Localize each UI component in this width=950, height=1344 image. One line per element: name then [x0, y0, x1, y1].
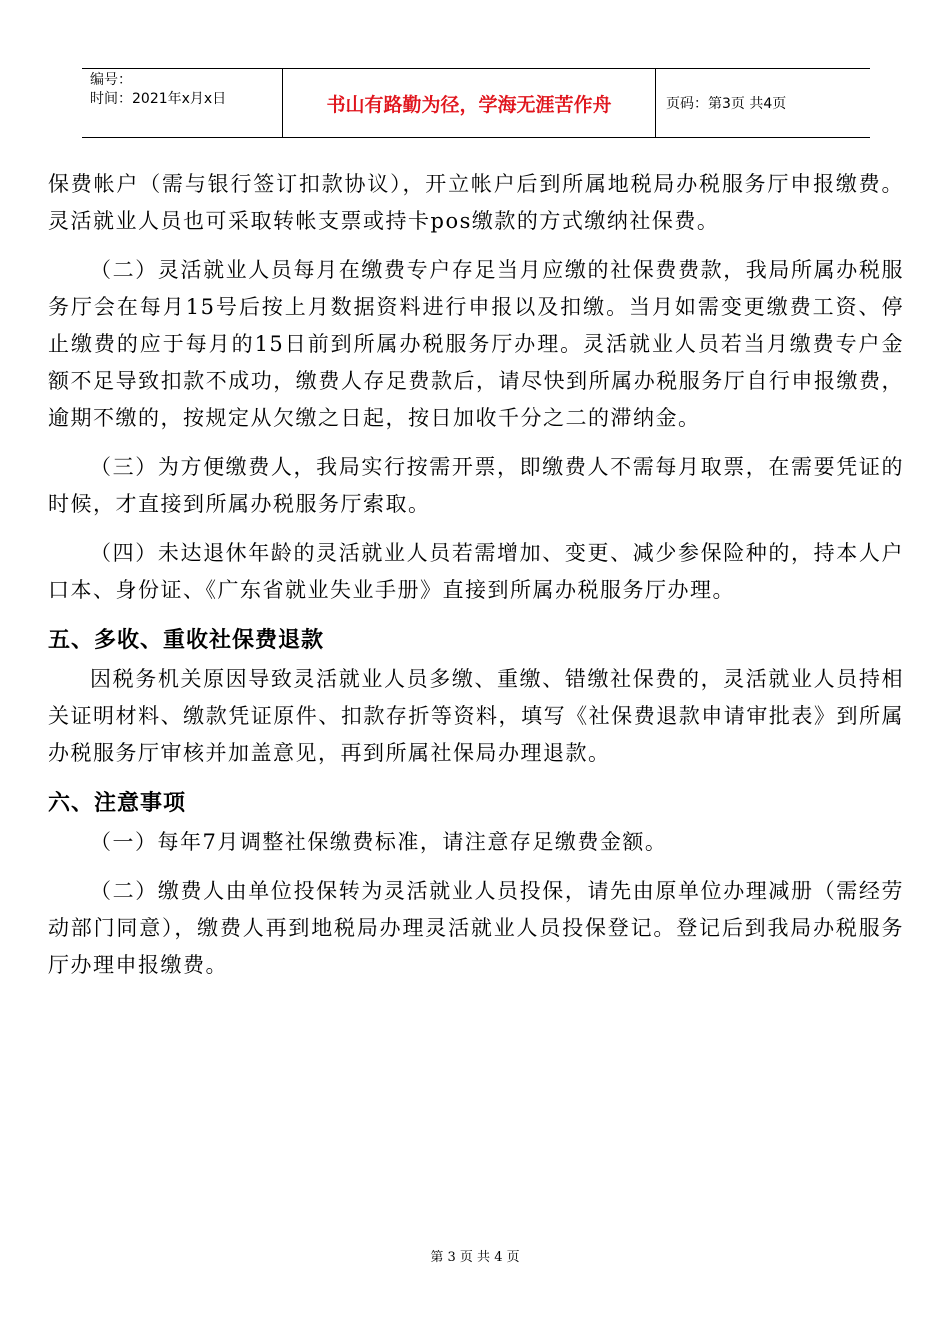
paragraph-item-2: （二）灵活就业人员每月在缴费专户存足当月应缴的社保费费款，我局所属办税服务厅会在每月15号后按上月数据资料进行申报以及扣缴。当月如需变更缴费工资、停止缴费的应于每月的15日前到所属办税服务厅办理。灵活就业人员若当月缴费专户金额不足导致扣款不成功，缴费人存足费款后，请尽快到所属办税服务厅自行申报缴费，逾期不缴的，按规定从欠缴之日起，按日加收千分之二的滞纳金。 [48, 258, 904, 430]
section-heading-5: 五、多收、重收社保费退款 [48, 628, 325, 653]
header-meta [82, 69, 282, 137]
section-heading-6: 六、注意事项 [48, 791, 187, 816]
header-page-info: 页码：第3页 共4页 [666, 96, 787, 112]
document-body [48, 166, 904, 984]
paragraph-note-1: （一）每年7月调整社保缴费标准，请注意存足缴费金额。 [90, 830, 668, 854]
header-date: 时间：2021年x月x日 [90, 91, 227, 107]
paragraph-continued: 保费帐户（需与银行签订扣款协议），开立帐户后到所属地税局办税服务厅申报缴费。灵活就业人员也可采取转帐支票或持卡pos缴款的方式缴纳社保费。 [48, 172, 904, 233]
paragraph-refund: 因税务机关原因导致灵活就业人员多缴、重缴、错缴社保费的，灵活就业人员持相关证明材料、缴款凭证原件、扣款存折等资料，填写《社保费退款申请审批表》到所属办税服务厅审核并加盖意见，再到所属社保局办理退款。 [48, 667, 904, 765]
header-motto: 书山有路勤为径，学海无涯苦作舟 [282, 69, 656, 137]
page-header [82, 68, 870, 138]
header-number: 编号： [90, 72, 132, 88]
paragraph-item-4: （四）未达退休年龄的灵活就业人员若需增加、变更、减少参保险种的，持本人户口本、身份证、《广东省就业失业手册》直接到所属办税服务厅办理。 [48, 541, 904, 602]
paragraph-item-3: （三）为方便缴费人，我局实行按需开票，即缴费人不需每月取票，在需要凭证的时候，才直接到所属办税服务厅索取。 [48, 455, 904, 516]
page-footer: 第 3 页 共 4 页 [430, 1250, 520, 1265]
paragraph-note-2: （二）缴费人由单位投保转为灵活就业人员投保，请先由原单位办理减册（需经劳动部门同意），缴费人再到地税局办理灵活就业人员投保登记。登记后到我局办税服务厅办理申报缴费。 [48, 879, 904, 977]
